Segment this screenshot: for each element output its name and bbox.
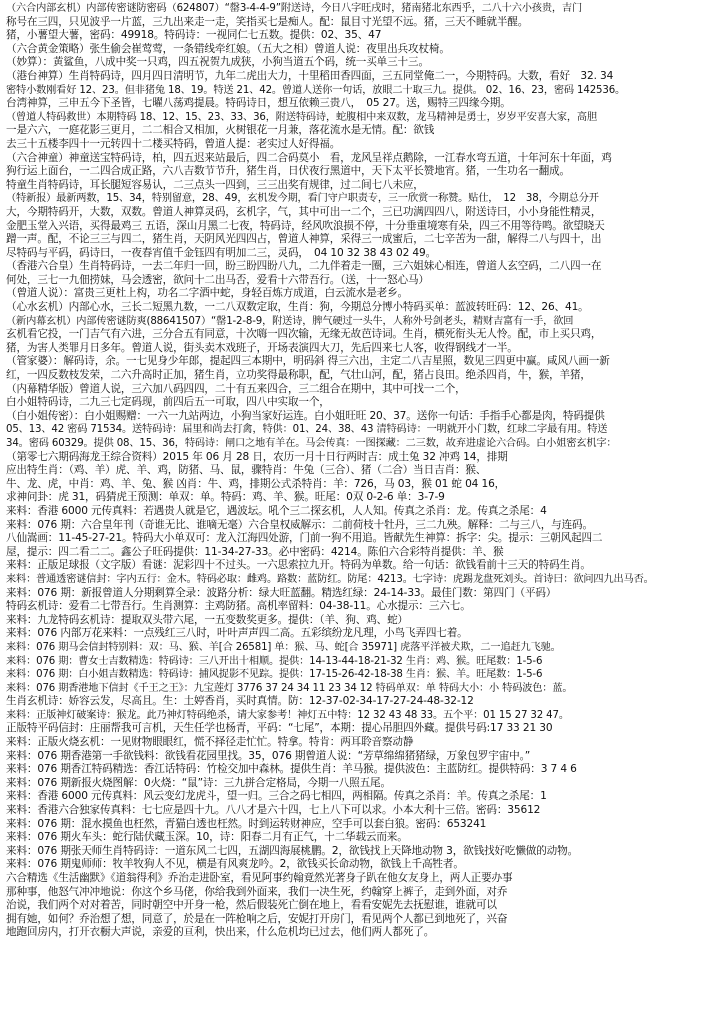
text-line: 台湾神算，三申五今下圣皆，七曜八荡鸡提晨。特码诗日，想互依赖三贵八， 05 27。送，赐特三四缘今期。 [6, 97, 511, 110]
text-line: 正版特平码信封：庄丽帮我可言机，天生任学也杨青，平码：“七尾”，本期：提心吊胆四外藏。提供号码:17 33 21 30 [6, 722, 553, 735]
text-line: 来料：076 期香港第一手欲钱料：欲钱看花园里找。35，076 期曾道人说：“芳草绵绵猪猪绿，万象包罗宇宙中。” [6, 749, 531, 762]
text-line: 牛、龙、虎，中肖：鸡、羊、兔、猴 凶肖：牛、鸡，排期公式杀特肖：羊：726，马 03，猴 01 蛇 04 16， [6, 477, 506, 490]
text-line: 治说，我们两个对对着苦，同时朝空中开身一枪，然后假装死亡倒在地上，看看安妮先去抚慰谁，谁就可以 [6, 899, 497, 912]
text-line: 红，一四反数枝发荣，二六升高时正加，猪生肖，立功奖得最称职，配，气壮山河，配，猪占良田。绝杀四肖，牛，猴，羊猪， [6, 369, 591, 382]
text-line: （第零七六期码海龙王综合资料）2015 年 06 月 28 日，农历一月十日行两时吉：成土兔 32 冲鸡 14，排期 [6, 450, 508, 463]
text-line: 玄机看它投，一门吉气有六进，三分合五有同意，十次嗨一四次输，无缘无故芭诗词。生肖，横死衔头无人怜。配，市上买只鸡， [6, 328, 602, 341]
text-line: （香港六合皇）生肖特码诗，一去二年归一回，盼三盼四盼八九，二九伴着走一圈，三六姐妹心相连，曾道人玄空码，二八四一在 [6, 260, 602, 273]
text-line: 蹭一声。配，不论三三与四二，猪生肖，天阴风光四四占，曾道人神算，采得三一成蜜后，二七辛苦为一甜，解得二八与四十，出 [6, 233, 602, 246]
text-line: 来料：076 期新报火烧图解：0火烧：“鼠”诗：三九拼合定格局，今期一八照五尾。 [6, 776, 391, 789]
text-line: 34。密码 60329。提供 08、15、36，特码诗：闸口之地有羊在。马会传真：一图探藏：二三数，故弃进虚论六合码。白小姐密玄机字： [6, 438, 617, 449]
text-line: （六合内部玄机）内部传密谜防密码（624807）“罄3-4-4-9”附送诗，今日八字旺戌时，猪南猪北东西乎，二八十六小孩贵，吉门 [6, 3, 582, 14]
text-line: （内幕精华版）曾道人说，三六加八码四四，二十有五来四合，三二组合在期中，其中可找一二个， [6, 382, 466, 395]
text-line: （曾道人特码救世）本期特码 18、12、15、23、33、36，附送特码诗，蛇腹相中来双数，龙马精神是勇士，岁岁平安喜大家，高胆 [6, 111, 597, 123]
text-line: 05、13、42 密码 71534。送特码诗：届里和尚去打禽，特供：01、24、38、43 清特码诗：一明就开小门数，红球二字最有用。特送 [6, 424, 608, 436]
text-line: 白小姐特码诗，二九三七定码现，前四后五一可取，四八中实取一个， [6, 396, 330, 409]
text-line: （曾道人说）：富贵三更杜上构，功名二字酒中蛇，身轻百炼方成道，白云流水是老乡。 [6, 287, 409, 300]
text-line: 狗行运上面台，一二四合成正路，六八吉数节节升，猪生肖，日伏夜行黑道中，天下太平长赞地宵。猪，一生功名一翻成。 [6, 165, 570, 178]
text-line: 来料：076 期火车头：蛇行陆伏藏玉深。10，诗：阳春二月有正气，十二华载云而来。 [6, 831, 408, 844]
text-line: （新内幕玄机）内部传密谜防爽(88641507）“罄1-2-8-9，附送诗，脾气硬过一头牛，人称外号剑老头，精财吉富有一手，欲回 [6, 315, 574, 327]
text-line: （白小姐传密）：白小姐赐赠：一六一九站两边，小狗当家好运连。白小姐旺旺 20、37。送你一句话：手指手心都是肉，特码提供 [6, 409, 605, 422]
text-line: 来料：076 期鬼师师：牧羊牧狗人不见，横是有风爽龙吟。2，欲钱买长命动物，欲钱上千高牲者。 [6, 858, 464, 871]
text-line: 来料：076 期：新报曾道人分期剩算全录：波路分析：绿大旺蓝翻。精选红绿：24-14-33。最佳门数：第四门（平码） [6, 586, 557, 599]
text-line: 来料：正版足球报（文字版）看谜：泥彩四十不过头。一六思索拉九开。特码为单数。给一句话：欲钱看前十三天的特码生肖。 [6, 559, 591, 572]
text-line: 来料：076 期：曹女士吉数精选：特码诗：三八开出十相顺。提供：14-13-44-18-21-32 生肖：鸡、猴。旺尾数：1-5-6 [6, 655, 543, 667]
text-line: 特童生肖特码诗，耳长腿短容易认，二三点头一四到，三三出奖有规律，过二间七八未应， [6, 178, 424, 191]
text-line: 地跑回房内，打开衣橱大声说，亲爱的亘利，快出来，什么危机均已过去，他们两人都死了。 [6, 926, 435, 939]
text-line: 拥有她，如何？乔治想了想，同意了，於是在一阵枪响之后，安妮打开房门，看见两个人都已到地死了，兴奋 [6, 912, 508, 925]
text-line: 金肥玉堂入兴语，买得最鸡三 五语，深山月黑二七夜，特码诗，经风吹浪损不停，十分垂重境寒有朵，四三不用等待鸣。欲望晓天 [6, 219, 605, 232]
text-line: 尽特码与平码，码诗曰，一夜春宵值千金钰四有明加二三，灵码， 04 10 32 38 43 02 49。 [6, 246, 437, 259]
text-line: 来料：正版火烧玄机：一见财物眼眼红，慌不择径走忙忙。特拿。特肯：两耳聆音察动静 [6, 736, 414, 749]
text-line: 应出特生肖：（鸡、羊）虎、羊、鸡，防猪、马、鼠，骤特肖：牛兔（三合）、猪（二合）当日吉肖：猴、 [6, 464, 487, 477]
text-line: 那种事，他怒气冲冲地说：你这个乡马佬，你给我到外面来，我们一决生死，约翰穿上裤子，走到外面，对乔 [6, 885, 508, 898]
text-line: 来料：076 期：六合皇年刊（奇谁无比、谁嘀无毫）六合皇权威解示：二前荷枝十牡丹，三二九殃。解释：二与三八，与连码。 [6, 518, 593, 531]
text-line: 去三十五楼李四十一元转四十二楼买特码，曾道人提：老实过人好得福。 [6, 137, 341, 150]
text-line: 求神问卦：虎 31，码猜虎王预测：单双：单。特码：鸡、羊、猴。旺尾：0双 0-2-6 单：3-7-9 [6, 491, 445, 504]
text-line: 称号在三四，只见波乎一片蓝，三九出来走一走，笑指买七是痴人。配：鼠目寸光望不远。猪，三天不睡就半醒。 [6, 15, 529, 28]
text-line: （妙算）：黄鲨鱼，八成中奖一只鸡，四五祝贺九成狭，小狗当道五个码，统一买单三十三。 [6, 56, 429, 69]
text-line: （港台神算）生肖特码诗，四月四日清明节，九年二虎出大力，十里稻田香四面，三五同堂俺二一，今期特码。大数，看好 32. 34 [6, 69, 614, 82]
text-line: 猪，为害人类罪月日多年。曾道人说，街头卖木戏班子，开场表演四大刀，先后四来七人客，收得钢线才一半。 [6, 341, 518, 354]
text-line: 屋，提示：四二看二二。鑫公子旺码提供：11-34-27-33。必中密码：4214。陈伯六合彩特肖提供：羊、猴 [6, 545, 504, 558]
text-line: 来料：076 期马会信封特别料：双：马、猴、羊[合 26581] 单：猴、马、蛇[合 35971] 虎落平洋被犬欺，二一追赶九飞驰。 [6, 641, 561, 653]
text-line: 猪，小薯望大薯，密码：49918。特码诗：一视同仁七五数。提供：02、35、47 [6, 29, 382, 42]
text-line: 来料：香港 6000 元传真料：若遇贵人就是它，遇波坛。吼个三二探玄机，人人知。传真之杀肖：龙。传真之杀尾：4 [6, 504, 547, 517]
text-line: 六合精选《生活幽默》《道翁得利》乔治走进卧室，看见阿事约翰竟然光著身子趴在他女友身上，两人正要办事 [6, 872, 513, 884]
text-line: （六合神童）神童送宝特码诗，柏，四五迟来站最后，四二合码莫小 看，龙风呈祥点鹅除，一江春水弯五道，十年河东十年面，鸡 [6, 151, 612, 164]
text-line: 来料：香港 6000 元传真料：风云变幻龙虎斗，望一归。三合之码七相四，两相隔。传真之杀肖：羊。传真之杀尾：1 [6, 790, 547, 803]
text-line: 来料：正版神灯破案诗：猴龙。此乃神灯特码绝杀，请大家参考！神灯五中特：12 32 43 48 33。五个平：01 15 27 32 47。 [6, 709, 569, 721]
text-line: （心水玄机）内部心水，三长二短黑九数，一二八双数定取，生肖：狗，今期总分博小特码买单：蓝波转旺码：12、26、41。 [6, 301, 589, 314]
text-line: 来料：076 期：混水摸鱼也枉然，青猫白透也枉然。时到运转财神应，空手可以套白狼。密码：653241 [6, 817, 487, 830]
text-line: 来料：076 期香港地下信封《千王之王》：九宝莲灯 3776 37 24 34 11 23 34 12 特码单双：单 特码大小：小 特码波色：蓝。 [6, 682, 573, 694]
text-line: 生肖玄机诗：娇容云发，尽高且。生：土婷香肖，买时真情。防：12-37-02-34-17-27-24-48-32-12 [6, 695, 474, 708]
text-line: （特新报）最新两数，15、34，特别留意，28、49，玄机发今期，看门守户职责专，三一欣赏一称赞。贴仕， 12 38，今期总分开 [6, 193, 599, 205]
text-line: 来料：076 期香江特码精选：香江话特码：竹检交加中森林。提供生肖：羊马猴。提供波色：主蓝防红。提供特码：3 7 4 6 [6, 763, 577, 776]
text-line: 来料：九龙特码玄机诗：提取双头带六尾，一五变数奖更多。提供：（羊、狗、鸡、蛇） [6, 613, 409, 626]
text-line: 来料：普通透密谜信封：字内五行：金木。特码必取：雌鸡。路数：蓝防红。防尾：4213。七字诗：虎踢龙盘死刘头。首诗曰：欲问四九出马否。 [6, 573, 654, 585]
text-line: 八仙嵩画：11-45-27-21。特码大小单双可：龙入江海四处游，门前一狗不用追。皆献先生神算：拆字：尖。提示：三朝风起四二 [6, 532, 603, 545]
text-line: 密特小数刚看好 12、23。但非猪兔 18、19。特送 21、42。曾道人送你一句话，放眼二十取三九。提供。 02、16、23，密码 142536。 [6, 84, 626, 96]
text-line: 来料：076 期：白小姐吉数精选：特码诗：捕风捉影不见踪。提供：17-15-26-42-18-38 生肖：猴、羊。旺尾数：1-5-6 [6, 669, 543, 681]
text-line: （六合黄金策略）张生偷会崔莺莺，一条错线牵红娘。（五大之相）曾道人说：夜里出兵攻杖椅。 [6, 42, 450, 55]
text-line: 来料：076 期张天师生肖特码诗：一道东风二七四，五湖四海展桃鹏。2，欲钱找上天降地动物 3，欲钱找好吃懒做的动物。 [6, 844, 579, 857]
text-line: 何处，三七一九佃捞妹，马会透密，欲问十二出马否，爱看十六带吾行。（送，十一怒心马） [6, 273, 429, 286]
text-line: 一是六六，一庭花影三更月，二二相合又相加，火树银花一月兼，落花流水是无情。配：欲钱 [6, 124, 435, 137]
text-line: 大，今期特码开，大数，双数。曾道人神算灵码，玄机字，气，其中可出一二个，三已功满四四八，附送诗曰，小小身能性精灵， [6, 205, 602, 218]
text-line: 特码玄机诗：爱看二七带吾行。生肖测算：主鸡防猪。高机率留料：04-38-11。心水提示：三六七。 [6, 600, 471, 613]
text-line: 来料：076 内部万花来料：一点残红三八时，叶叶声声四二高。五彩缤纷龙凡理，小鸟飞弄四七着。 [6, 627, 468, 640]
text-line: （管家婆）：解码诗，余。一七见身少年郎，提起四三本期中，明码斜 得三六出，主定二八吉星照，数见三四更中赢。咸风八画一新 [6, 355, 610, 368]
text-line: 来料：香港六合独家传真料：七七应是四十九。八八才是六十四，七上八下可以求。小本大利十三倍。密码：35612 [6, 804, 541, 817]
